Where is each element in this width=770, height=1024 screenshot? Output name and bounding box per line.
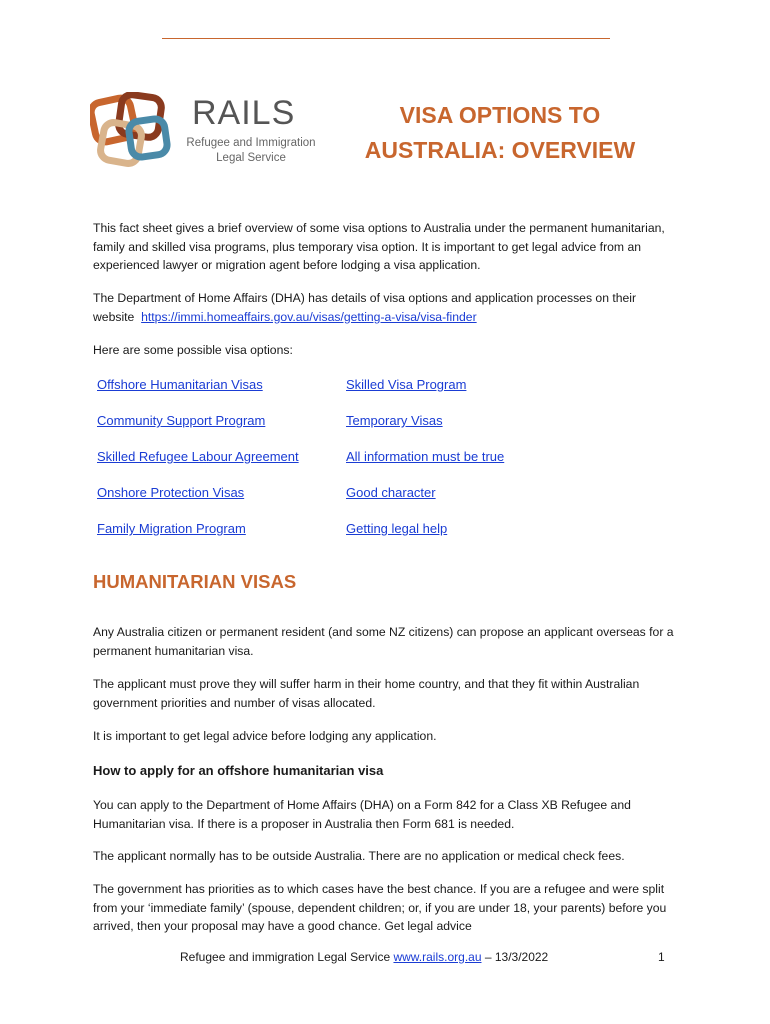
option-link-family-migration[interactable]: Family Migration Program bbox=[97, 521, 246, 536]
option-link-community-support[interactable]: Community Support Program bbox=[97, 413, 266, 428]
option-link-skilled-visa[interactable]: Skilled Visa Program bbox=[346, 377, 467, 392]
title-line2: AUSTRALIA: OVERVIEW bbox=[364, 137, 636, 163]
option-link-legal-help[interactable]: Getting legal help bbox=[346, 521, 448, 536]
page-number: 1 bbox=[658, 950, 665, 964]
option-link-temporary-visas[interactable]: Temporary Visas bbox=[346, 413, 443, 428]
humanitarian-paragraph-3: It is important to get legal advice before lodging any application. bbox=[93, 729, 437, 743]
option-link-onshore-protection[interactable]: Onshore Protection Visas bbox=[97, 485, 245, 500]
humanitarian-paragraph-4: You can apply to the Department of Home Affairs (DHA) on a Form 842 for a Class XB Refugee and Humanitarian visa. If there is a proposer in Australia then Form 681 is needed. bbox=[93, 798, 631, 831]
website-paragraph bbox=[93, 289, 683, 326]
title-line1: VISA OPTIONS TO bbox=[399, 102, 601, 128]
humanitarian-paragraph-1: Any Australia citizen or permanent resident (and some NZ citizens) can propose an applicant overseas for a permanent humanitarian visa. bbox=[93, 625, 674, 658]
option-link-information-true[interactable]: All information must be true bbox=[346, 449, 505, 464]
page-footer bbox=[180, 950, 548, 964]
humanitarian-paragraph-2: The applicant must prove they will suffer harm in their home country, and that they fit within Australian government priorities and number of visas allocated. bbox=[93, 677, 640, 710]
humanitarian-paragraph-6: The government has priorities as to which cases have the best chance. If you are a refugee and were split from your ‘immediate family’ (spouse, dependent children; or, if you are under 18, your parents) before you arrived, then your proposal may have a good chance. Get legal advice bbox=[93, 882, 667, 933]
logo-subtitle-line1: Refugee and Immigration bbox=[186, 137, 316, 149]
humanitarian-paragraph-5: The applicant normally has to be outside Australia. There are no application or medical check fees. bbox=[93, 849, 625, 863]
document-title bbox=[340, 98, 660, 168]
footer-org-name: Refugee and immigration Legal Service bbox=[180, 950, 391, 964]
option-link-skilled-refugee-labour[interactable]: Skilled Refugee Labour Agreement bbox=[97, 449, 299, 464]
logo-subtitle bbox=[186, 136, 316, 166]
logo-subtitle-line2: Legal Service bbox=[216, 152, 286, 164]
offshore-apply-heading: How to apply for an offshore humanitarian visa bbox=[93, 763, 384, 778]
footer-date: – 13/3/2022 bbox=[481, 950, 549, 964]
visa-finder-link[interactable]: https://immi.homeaffairs.gov.au/visas/getting-a-visa/visa-finder bbox=[141, 309, 477, 324]
option-link-good-character[interactable]: Good character bbox=[346, 485, 436, 500]
option-link-offshore-humanitarian[interactable]: Offshore Humanitarian Visas bbox=[97, 377, 263, 392]
website-text: The Department of Home Affairs (DHA) has details of visa options and application processes on their website bbox=[93, 291, 637, 324]
logo-wordmark: RAILS bbox=[192, 94, 296, 132]
options-intro: Here are some possible visa options: bbox=[93, 343, 293, 357]
header-rule bbox=[162, 38, 610, 39]
intro-paragraph: This fact sheet gives a brief overview of some visa options to Australia under the permanent humanitarian, family and skilled visa programs, plus temporary visa option. It is important to get legal advice from an experienced lawyer or migration agent before lodging a visa application. bbox=[93, 221, 665, 272]
footer-website-link[interactable]: www.rails.org.au bbox=[393, 950, 482, 964]
humanitarian-heading: HUMANITARIAN VISAS bbox=[93, 571, 297, 592]
